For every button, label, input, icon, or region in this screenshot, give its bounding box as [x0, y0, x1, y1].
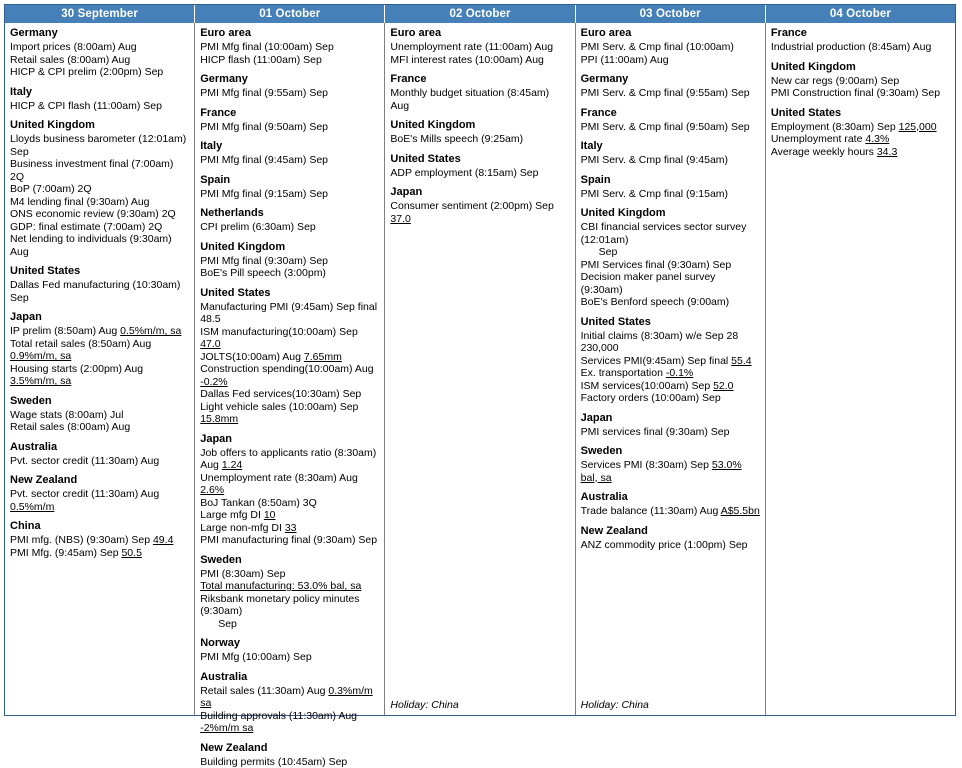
country-name: France — [200, 107, 379, 120]
calendar-event — [200, 41, 379, 54]
calendar-event — [581, 271, 760, 296]
calendar-event — [200, 568, 379, 581]
event-forecast-value: 50.5 — [121, 547, 141, 559]
country-name: Australia — [581, 491, 760, 504]
country-block — [200, 241, 379, 280]
holiday-note: Holiday: China — [390, 699, 569, 713]
country-name: New Zealand — [581, 525, 760, 538]
calendar-event — [200, 301, 379, 326]
event-label: PMI Serv. & Cmp final (10:00am) — [581, 41, 734, 53]
event-label: PMI Mfg final (9:55am) Sep — [200, 87, 328, 99]
event-label: PMI Services final (9:30am) Sep — [581, 259, 732, 271]
country-name: United States — [390, 153, 569, 166]
calendar-event — [10, 547, 189, 560]
calendar-event — [581, 330, 760, 355]
calendar-event — [10, 279, 189, 304]
calendar-event — [10, 133, 189, 158]
country-name: Sweden — [581, 445, 760, 458]
event-label: Total retail sales (8:50am) Aug — [10, 338, 151, 350]
country-name: Euro area — [390, 27, 569, 40]
country-block — [581, 316, 760, 405]
country-block — [581, 107, 760, 134]
event-label: BoE's Pill speech (3:00pm) — [200, 267, 326, 279]
event-label: Industrial production (8:45am) Aug — [771, 41, 932, 53]
calendar-event — [200, 593, 379, 618]
country-block — [10, 441, 189, 468]
calendar-event — [10, 325, 189, 338]
event-label: PMI (8:30am) Sep — [200, 568, 285, 580]
event-label: Employment (8:30am) Sep — [771, 121, 899, 133]
event-label: Unemployment rate (8:30am) Aug — [200, 472, 358, 484]
calendar-event — [581, 355, 760, 368]
event-forecast-value: 53.0% bal, sa — [581, 459, 742, 484]
country-name: France — [390, 73, 569, 86]
country-name: United States — [771, 107, 950, 120]
calendar-event — [10, 221, 189, 234]
event-label: GDP: final estimate (7:00am) 2Q — [10, 221, 162, 233]
event-label: Retail sales (8:00am) Aug — [10, 421, 130, 433]
economic-calendar — [4, 4, 956, 716]
event-label: M4 lending final (9:30am) Aug — [10, 196, 150, 208]
event-forecast-value: 0.3%m/m sa — [200, 685, 373, 710]
calendar-event — [200, 472, 379, 497]
event-forecast-value: 52.0 — [713, 380, 733, 392]
country-block — [581, 445, 760, 484]
event-label: Import prices (8:00am) Aug — [10, 41, 137, 53]
event-forecast-value: 33 — [285, 522, 297, 534]
event-label: Dallas Fed services(10:30am) Sep — [200, 388, 361, 400]
event-label: Trade balance (11:30am) Aug — [581, 505, 721, 517]
calendar-event — [581, 246, 760, 259]
event-label: PMI Serv. & Cmp final (9:50am) Sep — [581, 121, 750, 133]
event-label: Monthly budget situation (8:45am) Aug — [390, 87, 549, 112]
calendar-event — [200, 351, 379, 364]
event-label: PMI services final (9:30am) Sep — [581, 426, 730, 438]
country-block — [10, 311, 189, 388]
event-label: PMI Serv. & Cmp final (9:45am) — [581, 154, 728, 166]
calendar-event — [581, 380, 760, 393]
country-name: Germany — [10, 27, 189, 40]
country-name: France — [771, 27, 950, 40]
country-name: Japan — [581, 412, 760, 425]
calendar-event — [10, 66, 189, 79]
calendar-event — [200, 255, 379, 268]
country-block — [390, 119, 569, 146]
country-name: Japan — [10, 311, 189, 324]
calendar-event — [200, 651, 379, 664]
column-header-date-1: 01 October — [195, 5, 385, 23]
event-forecast-value: 7.65mm — [304, 351, 342, 363]
event-label: ANZ commodity price (1:00pm) Sep — [581, 539, 748, 551]
country-name: Netherlands — [200, 207, 379, 220]
event-label: Housing starts (2:00pm) Aug — [10, 363, 143, 375]
day-column-4 — [766, 23, 955, 715]
event-label: Average weekly hours — [771, 146, 877, 158]
calendar-event — [200, 497, 379, 510]
day-column-1 — [195, 23, 385, 715]
country-name: United States — [200, 287, 379, 300]
event-label: New car regs (9:00am) Sep — [771, 75, 899, 87]
calendar-event — [581, 41, 760, 54]
event-label: Business investment final (7:00am) 2Q — [10, 158, 173, 183]
event-label: PMI Serv. & Cmp final (9:55am) Sep — [581, 87, 750, 99]
event-forecast-value: 10 — [264, 509, 276, 521]
event-label: Services PMI(9:45am) Sep final — [581, 355, 732, 367]
country-block — [200, 433, 379, 547]
calendar-event — [200, 267, 379, 280]
event-label: IP prelim (8:50am) Aug — [10, 325, 120, 337]
country-block — [771, 61, 950, 100]
event-label: ADP employment (8:15am) Sep — [390, 167, 538, 179]
event-label: CBI financial services sector survey (12:01am) — [581, 221, 747, 246]
event-label: Lloyds business barometer (12:01am) Sep — [10, 133, 186, 158]
country-name: China — [10, 520, 189, 533]
calendar-event — [771, 121, 950, 134]
calendar-event — [771, 41, 950, 54]
calendar-event — [771, 87, 950, 100]
calendar-event — [200, 363, 379, 388]
calendar-event — [581, 154, 760, 167]
country-block — [581, 412, 760, 439]
calendar-event — [200, 522, 379, 535]
column-header-date-2: 02 October — [385, 5, 575, 23]
country-block — [10, 27, 189, 79]
event-forecast-value: 125,000 — [899, 121, 937, 133]
country-name: France — [581, 107, 760, 120]
calendar-event — [390, 41, 569, 54]
calendar-event — [10, 338, 189, 363]
event-label: HICP flash (11:00am) Sep — [200, 54, 322, 66]
column-header-date-4: 04 October — [766, 5, 955, 23]
calendar-event — [200, 756, 379, 768]
event-label: BoP (7:00am) 2Q — [10, 183, 92, 195]
event-forecast-value: 3.5%m/m, sa — [10, 375, 71, 387]
event-label: Construction spending(10:00am) Aug — [200, 363, 373, 375]
event-label: Decision maker panel survey (9:30am) — [581, 271, 716, 296]
calendar-event — [200, 401, 379, 426]
country-name: United Kingdom — [200, 241, 379, 254]
country-block — [771, 27, 950, 54]
event-label: Sep — [218, 618, 237, 630]
country-block — [200, 637, 379, 664]
calendar-event — [10, 455, 189, 468]
event-forecast-value: -0.2% — [200, 376, 227, 388]
event-label: Services PMI (8:30am) Sep — [581, 459, 712, 471]
event-label: Riksbank monetary policy minutes (9:30am) — [200, 593, 359, 618]
country-block — [200, 27, 379, 66]
event-forecast-value: 0.5%m/m — [10, 501, 54, 513]
country-block — [200, 107, 379, 134]
event-forecast-value: 55.4 — [731, 355, 751, 367]
country-block — [581, 140, 760, 167]
event-label: Retail sales (8:00am) Aug — [10, 54, 130, 66]
event-label: Pvt. sector credit (11:30am) Aug — [10, 455, 159, 467]
event-forecast-value: 47.0 — [200, 338, 220, 350]
event-label: PMI Mfg final (9:45am) Sep — [200, 154, 328, 166]
country-block — [390, 153, 569, 180]
country-name: Italy — [10, 86, 189, 99]
event-label: Light vehicle sales (10:00am) Sep — [200, 401, 358, 413]
country-name: Australia — [10, 441, 189, 454]
calendar-event — [581, 367, 760, 380]
event-label: PMI Mfg final (9:15am) Sep — [200, 188, 328, 200]
event-label: MFI interest rates (10:00am) Aug — [390, 54, 543, 66]
event-label: Retail sales (11:30am) Aug — [200, 685, 328, 697]
country-block — [581, 491, 760, 518]
calendar-event — [10, 409, 189, 422]
country-block — [390, 186, 569, 225]
calendar-event — [10, 54, 189, 67]
calendar-event — [10, 534, 189, 547]
country-name: Germany — [581, 73, 760, 86]
country-name: Norway — [200, 637, 379, 650]
event-forecast-value: 0.5%m/m, sa — [120, 325, 181, 337]
event-forecast-value: 34.3 — [877, 146, 897, 158]
holiday-note: Holiday: China — [581, 699, 760, 713]
calendar-event — [10, 363, 189, 388]
event-label: PMI Mfg (10:00am) Sep — [200, 651, 311, 663]
country-name: Germany — [200, 73, 379, 86]
event-label: Factory orders (10:00am) Sep — [581, 392, 721, 404]
country-name: United Kingdom — [390, 119, 569, 132]
event-forecast-value: 0.9%m/m, sa — [10, 350, 71, 362]
column-header-date-0: 30 September — [5, 5, 195, 23]
event-label: BoJ Tankan (8:50am) 3Q — [200, 497, 317, 509]
event-label: PPI (11:00am) Aug — [581, 54, 669, 66]
column-spacer — [581, 558, 760, 699]
calendar-event — [581, 121, 760, 134]
calendar-event — [581, 392, 760, 405]
country-name: Euro area — [581, 27, 760, 40]
event-label: Total manufacturing: 53.0% bal, sa — [200, 580, 361, 592]
calendar-event — [581, 188, 760, 201]
country-name: Euro area — [200, 27, 379, 40]
calendar-event — [581, 259, 760, 272]
column-spacer — [10, 566, 189, 713]
calendar-event — [10, 208, 189, 221]
country-block — [200, 671, 379, 735]
country-name: Japan — [200, 433, 379, 446]
country-block — [200, 73, 379, 100]
event-label: PMI Construction final (9:30am) Sep — [771, 87, 940, 99]
country-block — [390, 73, 569, 112]
country-name: Sweden — [200, 554, 379, 567]
event-label: Consumer sentiment (2:00pm) Sep — [390, 200, 553, 212]
event-label: Net lending to individuals (9:30am) Aug — [10, 233, 172, 258]
calendar-event — [10, 233, 189, 258]
calendar-event — [581, 426, 760, 439]
country-block — [10, 265, 189, 304]
calendar-body-row — [5, 23, 955, 715]
calendar-event — [10, 421, 189, 434]
calendar-event — [390, 87, 569, 112]
calendar-event — [200, 154, 379, 167]
event-label: BoE's Benford speech (9:00am) — [581, 296, 730, 308]
country-block — [200, 174, 379, 201]
event-label: Unemployment rate — [771, 133, 866, 145]
event-label: JOLTS(10:00am) Aug — [200, 351, 304, 363]
calendar-event — [581, 54, 760, 67]
calendar-event — [10, 196, 189, 209]
calendar-event — [581, 505, 760, 518]
event-label: Large non-mfg DI — [200, 522, 285, 534]
event-label: PMI Mfg final (9:50am) Sep — [200, 121, 328, 133]
event-forecast-value: 1.24 — [222, 459, 242, 471]
event-forecast-value: -2%m/m sa — [200, 722, 253, 734]
calendar-event — [10, 488, 189, 513]
country-block — [581, 207, 760, 309]
country-block — [10, 474, 189, 513]
event-label: Dallas Fed manufacturing (10:30am) Sep — [10, 279, 180, 304]
country-name: Italy — [200, 140, 379, 153]
country-name: United Kingdom — [581, 207, 760, 220]
calendar-event — [200, 326, 379, 351]
calendar-event — [200, 710, 379, 735]
calendar-event — [390, 200, 569, 225]
event-label: Building permits (10:45am) Sep — [200, 756, 347, 768]
calendar-event — [200, 618, 379, 631]
event-label: Wage stats (8:00am) Jul — [10, 409, 123, 421]
calendar-event — [200, 534, 379, 547]
event-label: Unemployment rate (11:00am) Aug — [390, 41, 553, 53]
country-name: Sweden — [10, 395, 189, 408]
event-label: Manufacturing PMI (9:45am) Sep final 48.5 — [200, 301, 377, 326]
event-label: ISM services(10:00am) Sep — [581, 380, 713, 392]
event-label: PMI Mfg final (9:30am) Sep — [200, 255, 328, 267]
calendar-event — [581, 539, 760, 552]
country-block — [10, 119, 189, 258]
calendar-event — [390, 167, 569, 180]
calendar-event — [581, 221, 760, 246]
calendar-event — [200, 447, 379, 472]
calendar-event — [200, 221, 379, 234]
event-label: CPI prelim (6:30am) Sep — [200, 221, 316, 233]
event-label: Building approvals (11:30am) Aug — [200, 710, 357, 722]
calendar-event — [581, 459, 760, 484]
country-block — [10, 395, 189, 434]
country-block — [200, 207, 379, 234]
calendar-event — [200, 121, 379, 134]
calendar-event — [10, 100, 189, 113]
calendar-event — [771, 133, 950, 146]
event-label: PMI manufacturing final (9:30am) Sep — [200, 534, 377, 546]
event-label: ONS economic review (9:30am) 2Q — [10, 208, 176, 220]
calendar-event — [771, 75, 950, 88]
calendar-event — [771, 146, 950, 159]
country-name: Italy — [581, 140, 760, 153]
event-label: PMI Serv. & Cmp final (9:15am) — [581, 188, 728, 200]
event-forecast-value: 4.3% — [865, 133, 889, 145]
country-block — [771, 107, 950, 159]
event-label: BoE's Mills speech (9:25am) — [390, 133, 523, 145]
event-label: PMI Mfg final (10:00am) Sep — [200, 41, 334, 53]
calendar-event — [10, 183, 189, 196]
country-block — [581, 73, 760, 100]
event-label: Initial claims (8:30am) w/e Sep 28 230,000 — [581, 330, 739, 355]
country-block — [581, 525, 760, 552]
calendar-header-row — [5, 5, 955, 23]
calendar-event — [390, 133, 569, 146]
country-name: United Kingdom — [771, 61, 950, 74]
country-block — [581, 27, 760, 66]
country-name: New Zealand — [10, 474, 189, 487]
country-block — [200, 742, 379, 768]
calendar-event — [581, 87, 760, 100]
calendar-event — [200, 685, 379, 710]
day-column-2 — [385, 23, 575, 715]
calendar-event — [200, 509, 379, 522]
calendar-event — [200, 188, 379, 201]
event-label: Large mfg DI — [200, 509, 264, 521]
country-name: Japan — [390, 186, 569, 199]
event-label: Sep — [599, 246, 618, 258]
country-name: Spain — [200, 174, 379, 187]
calendar-event — [581, 296, 760, 309]
country-name: Spain — [581, 174, 760, 187]
event-label: ISM manufacturing(10:00am) Sep — [200, 326, 358, 338]
day-column-3 — [576, 23, 766, 715]
event-forecast-value: 37.0 — [390, 213, 410, 225]
event-label: HICP & CPI flash (11:00am) Sep — [10, 100, 162, 112]
event-forecast-value: 15.8mm — [200, 413, 238, 425]
event-forecast-value: 49.4 — [153, 534, 173, 546]
calendar-event — [200, 54, 379, 67]
event-label: PMI mfg. (NBS) (9:30am) Sep — [10, 534, 153, 546]
column-spacer — [390, 232, 569, 699]
country-block — [10, 520, 189, 559]
event-forecast-value: A$5.5bn — [721, 505, 760, 517]
event-label: PMI Mfg. (9:45am) Sep — [10, 547, 121, 559]
country-block — [581, 174, 760, 201]
calendar-event — [200, 87, 379, 100]
calendar-event — [390, 54, 569, 67]
country-block — [390, 27, 569, 66]
event-label: Pvt. sector credit (11:30am) Aug — [10, 488, 159, 500]
calendar-event — [200, 388, 379, 401]
event-label: Job offers to applicants ratio (8:30am) Aug — [200, 447, 376, 472]
calendar-event — [10, 41, 189, 54]
day-column-0 — [5, 23, 195, 715]
calendar-event — [10, 158, 189, 183]
event-label: HICP & CPI prelim (2:00pm) Sep — [10, 66, 163, 78]
column-header-date-3: 03 October — [576, 5, 766, 23]
country-name: New Zealand — [200, 742, 379, 755]
country-name: Australia — [200, 671, 379, 684]
country-block — [200, 140, 379, 167]
event-forecast-value: 2.6% — [200, 484, 224, 496]
country-name: United States — [581, 316, 760, 329]
country-name: United States — [10, 265, 189, 278]
country-block — [200, 287, 379, 426]
country-block — [200, 554, 379, 631]
event-forecast-value: -0.1% — [666, 367, 693, 379]
column-spacer — [771, 165, 950, 713]
country-block — [10, 86, 189, 113]
calendar-event — [200, 580, 379, 593]
event-label: Ex. transportation — [581, 367, 666, 379]
country-name: United Kingdom — [10, 119, 189, 132]
